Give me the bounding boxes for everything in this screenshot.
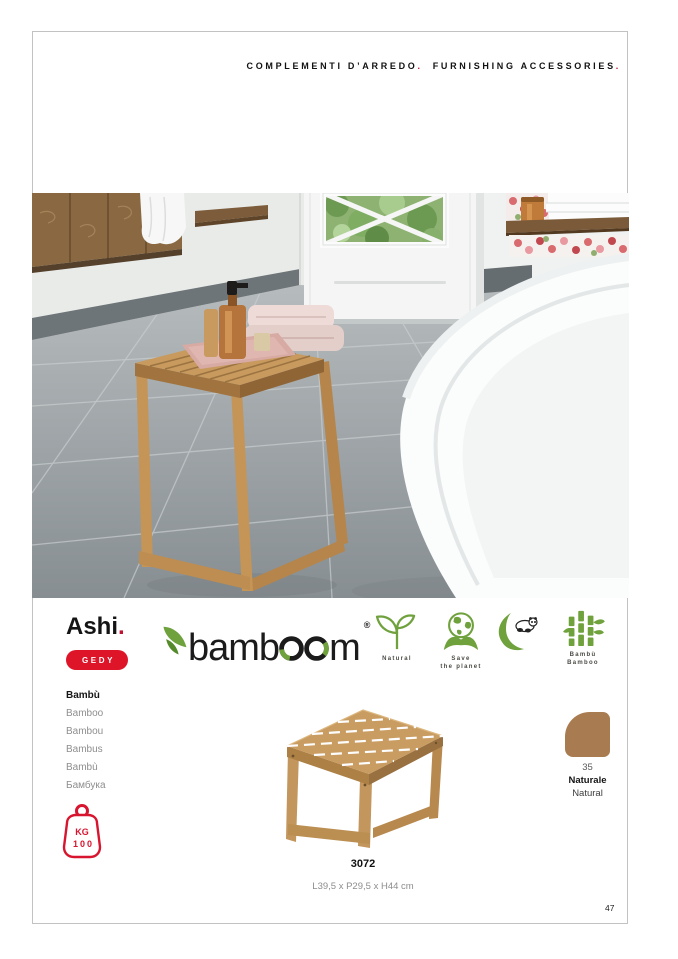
material-translation: Bamboo — [66, 708, 104, 719]
natural-leaf-icon — [375, 613, 419, 651]
bamboom-logo — [160, 614, 371, 669]
finish-name-english: Natural — [572, 788, 603, 799]
logo-ring-o-icon — [303, 635, 330, 662]
bamboo-leaf-icon — [159, 625, 192, 658]
panda-icon — [495, 611, 545, 651]
registered-mark: ® — [363, 620, 371, 630]
product-line-text: Ashi — [66, 613, 119, 640]
header-dot-2: . — [615, 61, 621, 71]
eco-natural — [371, 613, 423, 663]
eco-bamboo — [555, 609, 611, 667]
eco-bamboo-label — [555, 651, 611, 667]
header-title-italian: COMPLEMENTI D’ARREDO — [246, 61, 418, 71]
load-capacity-badge — [59, 802, 105, 865]
finish-code: 35 — [582, 762, 593, 773]
product-line-dot: . — [118, 613, 125, 640]
logo-ring-o-icon — [278, 635, 305, 662]
window-sill — [506, 193, 629, 257]
finish-name-italian: Naturale — [568, 775, 607, 786]
finish-info — [545, 761, 630, 800]
product-dimensions: L39,5 x P29,5 x H44 cm — [312, 881, 414, 892]
capacity-value: 100 — [72, 839, 95, 849]
logo-text-start: bamb — [188, 626, 280, 669]
product-code: 3072 — [350, 858, 376, 870]
flower-box — [509, 235, 629, 257]
bamboo-icon — [560, 609, 606, 647]
bathroom-photo — [32, 193, 629, 598]
bathroom-scene-illustration — [32, 193, 629, 598]
eco-save-the-planet — [433, 611, 489, 671]
material-translation: Бамбука — [66, 780, 106, 791]
eco-panda — [493, 611, 547, 651]
save-the-planet-icon — [438, 611, 484, 651]
material-translation: Bambus — [66, 744, 103, 755]
material-translation: Bambou — [66, 726, 104, 737]
eco-planet-label-line2: the planet — [440, 664, 482, 670]
glass-jar — [521, 197, 544, 223]
finish-color-swatch — [565, 712, 610, 757]
material-name-list — [66, 687, 106, 795]
hanging-towel — [140, 193, 186, 244]
eco-planet-label — [433, 655, 489, 671]
page-number: 47 — [605, 903, 615, 913]
eco-bamboo-label-line2: Bamboo — [567, 660, 599, 666]
door-window — [304, 193, 484, 324]
material-translation: Bambù — [66, 762, 98, 773]
product-stool-illustration — [273, 696, 453, 856]
gedy-badge: GEDY — [66, 650, 128, 670]
product-image — [273, 696, 453, 856]
page-header — [33, 61, 621, 71]
product-line-name — [66, 613, 125, 641]
weight-kg-100-icon — [59, 802, 105, 860]
material-primary: Bambù — [66, 690, 100, 701]
logo-text-end: m — [329, 626, 360, 669]
eco-planet-label-line1: Save — [451, 656, 471, 662]
eco-natural-label: Natural — [382, 656, 412, 662]
catalog-page — [32, 31, 628, 924]
eco-bamboo-label-line1: Bambù — [569, 652, 597, 658]
capacity-unit: KG — [75, 827, 89, 837]
header-title-english: FURNISHING ACCESSORIES — [432, 61, 616, 71]
towel-stack — [546, 193, 629, 221]
header-dot-1: . — [417, 61, 423, 71]
